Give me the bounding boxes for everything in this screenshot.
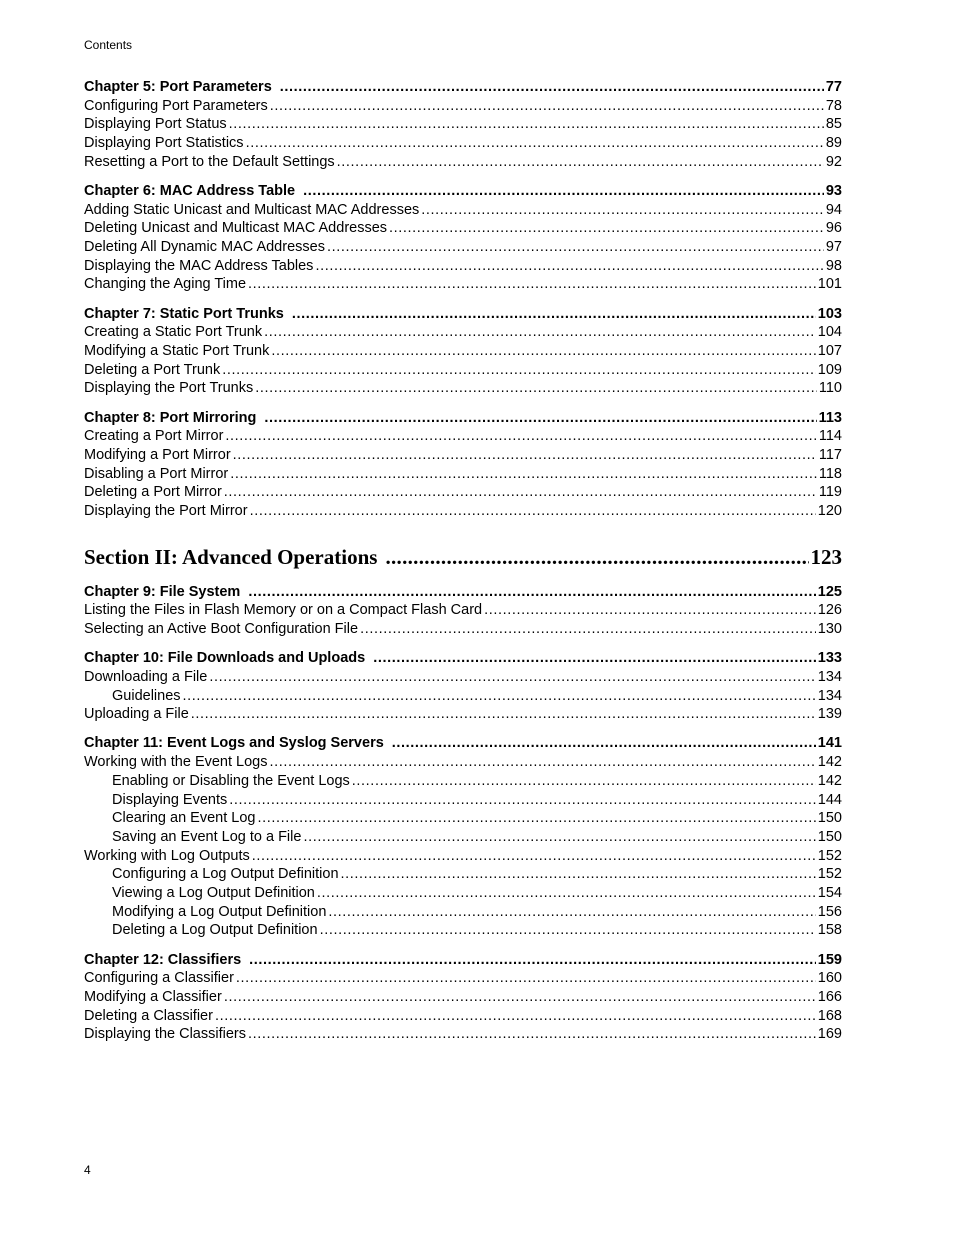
toc-entry-label: Changing the Aging Time: [84, 276, 247, 293]
toc-entry[interactable]: [84, 342, 842, 361]
toc-page-number: 134: [817, 668, 842, 685]
toc-entry-label: Clearing an Event Log: [112, 810, 256, 827]
toc-page-number: 97: [825, 239, 842, 255]
toc-entry-label: Displaying Port Statistics: [84, 135, 244, 152]
toc-entry-label: Working with Log Outputs: [84, 847, 250, 864]
toc-page-number: 134: [817, 687, 842, 704]
toc-page-number: 93: [825, 182, 842, 199]
toc-entry-label: Creating a Port Mirror: [84, 428, 224, 445]
toc-entry-label: Displaying the Port Trunks: [84, 380, 254, 397]
toc-subentry[interactable]: [84, 903, 842, 922]
dot-leader: [320, 921, 816, 940]
dot-leader: [183, 687, 816, 706]
toc-page-number: 103: [817, 305, 842, 322]
dot-leader: [248, 1025, 816, 1044]
toc-entry-label: Configuring a Classifier: [84, 970, 234, 987]
dot-leader: [248, 275, 816, 294]
dot-leader: [280, 78, 824, 97]
dot-leader: [264, 409, 816, 428]
toc-entry-label: Disabling a Port Mirror: [84, 465, 229, 482]
toc-entry-label: Deleting a Port Mirror: [84, 484, 222, 501]
toc-entry-label: Enabling or Disabling the Event Logs: [112, 772, 350, 789]
dot-leader: [250, 502, 816, 521]
toc-page-number: 139: [817, 706, 842, 723]
dot-leader: [224, 483, 817, 502]
toc-subentry[interactable]: [84, 921, 842, 940]
toc-page-number: 152: [817, 847, 842, 864]
toc-subentry[interactable]: [84, 828, 842, 847]
dot-leader: [229, 115, 824, 134]
toc-page-number: 123: [810, 544, 842, 569]
toc-page-number: 152: [817, 866, 842, 883]
toc-chapter-entry[interactable]: [84, 951, 842, 970]
toc-entry[interactable]: [84, 446, 842, 465]
toc-entry[interactable]: [84, 115, 842, 134]
dot-leader: [252, 847, 816, 866]
dot-leader: [392, 734, 816, 753]
toc-page-number: 104: [817, 324, 842, 341]
dot-leader: [230, 465, 817, 484]
dot-leader: [249, 951, 816, 970]
toc-entry[interactable]: [84, 668, 842, 687]
toc-entry-label: Deleting All Dynamic MAC Addresses: [84, 239, 325, 255]
toc-page-number: 96: [825, 220, 842, 237]
toc-page-number: 89: [825, 135, 842, 152]
toc-entry-label: Adding Static Unicast and Multicast MAC Addresses: [84, 201, 420, 218]
toc-chapter-entry[interactable]: [84, 305, 842, 324]
toc-subentry[interactable]: [84, 687, 842, 706]
dot-leader: [389, 219, 824, 238]
dot-leader: [215, 1007, 816, 1026]
toc-entry[interactable]: [84, 379, 842, 398]
toc-page-number: 169: [817, 1026, 842, 1043]
toc-page-number: 133: [817, 650, 842, 667]
toc-entry[interactable]: [84, 219, 842, 238]
toc-page-number: 168: [817, 1007, 842, 1024]
toc-page-number: 107: [817, 342, 842, 359]
toc-page-number: 142: [817, 754, 842, 771]
toc-chapter-group: [84, 583, 842, 639]
toc-chapter-group: [84, 409, 842, 521]
toc-chapter-entry[interactable]: [84, 649, 842, 668]
dot-leader: [317, 884, 816, 903]
toc-chapter-entry[interactable]: [84, 734, 842, 753]
dot-leader: [209, 668, 815, 687]
toc-entry-label: Displaying the Classifiers: [84, 1026, 246, 1043]
dot-leader: [315, 257, 823, 276]
dot-leader: [360, 620, 816, 639]
toc-page-number: 156: [817, 903, 842, 920]
toc-page-number: 126: [817, 602, 842, 619]
toc-chapter-group: [84, 951, 842, 1044]
toc-page-number: 154: [817, 884, 842, 901]
dot-leader: [264, 323, 816, 342]
dot-leader: [327, 238, 824, 257]
toc-entry-label: Modifying a Log Output Definition: [112, 903, 327, 920]
toc-subentry[interactable]: [84, 865, 842, 884]
dot-leader: [385, 543, 808, 571]
toc-subentry[interactable]: [84, 791, 842, 810]
toc-subentry[interactable]: [84, 809, 842, 828]
dot-leader: [248, 583, 815, 602]
toc-entry[interactable]: [84, 705, 842, 724]
toc-entry[interactable]: [84, 483, 842, 502]
dot-leader: [229, 791, 816, 810]
toc-entry-label: Configuring Port Parameters: [84, 97, 268, 114]
dot-leader: [255, 379, 817, 398]
toc-entry[interactable]: [84, 988, 842, 1007]
toc-entry[interactable]: [84, 620, 842, 639]
toc-entry-label: Uploading a File: [84, 706, 189, 723]
table-of-contents: [84, 78, 842, 1054]
toc-chapter-group: [84, 305, 842, 398]
toc-entry[interactable]: [84, 969, 842, 988]
toc-chapter-group: [84, 78, 842, 171]
toc-entry-label: Creating a Static Port Trunk: [84, 324, 263, 341]
toc-entry-label: Resetting a Port to the Default Settings: [84, 153, 335, 170]
toc-page-number: 166: [817, 988, 842, 1005]
dot-leader: [270, 753, 816, 772]
dot-leader: [373, 649, 816, 668]
toc-page-number: 98: [825, 257, 842, 274]
toc-page-number: 141: [817, 735, 842, 752]
dot-leader: [258, 809, 816, 828]
toc-entry[interactable]: [84, 1025, 842, 1044]
dot-leader: [292, 305, 816, 324]
toc-entry[interactable]: [84, 153, 842, 172]
toc-page-number: 85: [825, 116, 842, 133]
dot-leader: [421, 201, 824, 220]
toc-page-number: 77: [825, 79, 842, 95]
toc-chapter-entry[interactable]: [84, 182, 842, 201]
toc-page-number: 92: [825, 153, 842, 170]
toc-entry[interactable]: [84, 465, 842, 484]
toc-page-number: 109: [817, 361, 842, 378]
toc-entry-label: Working with the Event Logs: [84, 754, 268, 771]
toc-chapter-entry[interactable]: [84, 583, 842, 602]
toc-page-number: 120: [817, 502, 842, 519]
toc-entry-label: Selecting an Active Boot Configuration File: [84, 621, 359, 637]
toc-entry-label: Chapter 8: Port Mirroring: [84, 409, 257, 426]
dot-leader: [303, 182, 824, 201]
toc-page-number: 118: [818, 465, 842, 482]
toc-entry-label: Downloading a File: [84, 668, 208, 685]
toc-entry-label: Guidelines: [112, 687, 181, 704]
toc-entry-label: Saving an Event Log to a File: [112, 828, 302, 845]
toc-entry-label: Chapter 11: Event Logs and Syslog Servers: [84, 735, 384, 752]
toc-page-number: 78: [825, 97, 842, 114]
toc-entry[interactable]: [84, 753, 842, 772]
toc-entry-label: Deleting Unicast and Multicast MAC Addresses: [84, 220, 388, 237]
dot-leader: [303, 828, 815, 847]
toc-chapter-group: [84, 182, 842, 294]
toc-entry[interactable]: [84, 323, 842, 342]
dot-leader: [341, 865, 816, 884]
dot-leader: [224, 988, 816, 1007]
toc-page-number: 150: [817, 810, 842, 827]
toc-entry[interactable]: [84, 1007, 842, 1026]
toc-entry[interactable]: [84, 427, 842, 446]
dot-leader: [328, 903, 815, 922]
dot-leader: [271, 342, 815, 361]
toc-page-number: 117: [818, 446, 842, 463]
toc-page-number: 160: [817, 970, 842, 987]
dot-leader: [225, 427, 816, 446]
dot-leader: [222, 361, 816, 380]
toc-entry[interactable]: [84, 502, 842, 521]
toc-chapter-entry[interactable]: [84, 409, 842, 428]
dot-leader: [352, 772, 816, 791]
toc-page-number: 150: [817, 828, 842, 845]
toc-chapter-group: [84, 649, 842, 724]
dot-leader: [484, 601, 816, 620]
toc-page-number: 110: [818, 380, 842, 397]
dot-leader: [270, 97, 824, 116]
toc-entry[interactable]: [84, 601, 842, 620]
toc-chapter-group: [84, 734, 842, 940]
toc-entry[interactable]: [84, 361, 842, 380]
toc-entry-label: Chapter 7: Static Port Trunks: [84, 305, 284, 322]
toc-entry-label: Modifying a Classifier: [84, 988, 222, 1005]
toc-entry-label: Modifying a Port Mirror: [84, 446, 231, 463]
toc-page-number: 125: [817, 583, 842, 600]
toc-page-number: 114: [818, 428, 842, 445]
toc-section-label: Section II: Advanced Operations: [84, 544, 378, 569]
toc-page-number: 159: [817, 951, 842, 968]
toc-page-number: 130: [817, 621, 842, 637]
toc-entry-label: Deleting a Port Trunk: [84, 361, 221, 378]
toc-entry-label: Modifying a Static Port Trunk: [84, 342, 270, 359]
toc-entry-label: Deleting a Classifier: [84, 1007, 213, 1024]
dot-leader: [236, 969, 816, 988]
toc-entry[interactable]: [84, 238, 842, 257]
toc-page-number: 144: [817, 791, 842, 808]
running-header: Contents: [84, 38, 133, 52]
toc-page-number: 158: [817, 922, 842, 939]
toc-subentry[interactable]: [84, 772, 842, 791]
toc-entry-label: Deleting a Log Output Definition: [112, 922, 318, 939]
toc-page-number: 119: [818, 484, 842, 501]
toc-entry[interactable]: [84, 847, 842, 866]
toc-section-entry[interactable]: [84, 543, 842, 571]
toc-entry-label: Chapter 6: MAC Address Table: [84, 182, 296, 199]
dot-leader: [337, 153, 824, 172]
toc-entry-label: Viewing a Log Output Definition: [112, 884, 315, 901]
toc-page-number: 142: [817, 772, 842, 789]
dot-leader: [191, 705, 816, 724]
toc-entry-label: Listing the Files in Flash Memory or on a Compact Flash Card: [84, 602, 483, 619]
page-number-footer: 4: [84, 1163, 91, 1177]
toc-entry-label: Chapter 12: Classifiers: [84, 951, 242, 968]
toc-chapter-entry[interactable]: [84, 78, 842, 97]
toc-entry-label: Chapter 9: File System: [84, 583, 241, 600]
toc-entry[interactable]: [84, 201, 842, 220]
toc-page-number: 94: [825, 201, 842, 218]
toc-entry-label: Chapter 10: File Downloads and Uploads: [84, 650, 366, 667]
toc-entry[interactable]: [84, 257, 842, 276]
toc-entry-label: Displaying the MAC Address Tables: [84, 257, 314, 274]
toc-entry[interactable]: [84, 134, 842, 153]
dot-leader: [233, 446, 817, 465]
toc-subentry[interactable]: [84, 884, 842, 903]
toc-page-number: 101: [817, 276, 842, 293]
toc-entry-label: Configuring a Log Output Definition: [112, 866, 339, 883]
toc-entry-label: Displaying Port Status: [84, 116, 227, 133]
toc-entry[interactable]: [84, 275, 842, 294]
toc-entry-label: Displaying the Port Mirror: [84, 502, 248, 519]
toc-page-number: 113: [818, 409, 842, 426]
toc-entry-label: Displaying Events: [112, 791, 228, 808]
toc-entry[interactable]: [84, 97, 842, 116]
toc-entry-label: Chapter 5: Port Parameters: [84, 79, 272, 95]
dot-leader: [246, 134, 824, 153]
